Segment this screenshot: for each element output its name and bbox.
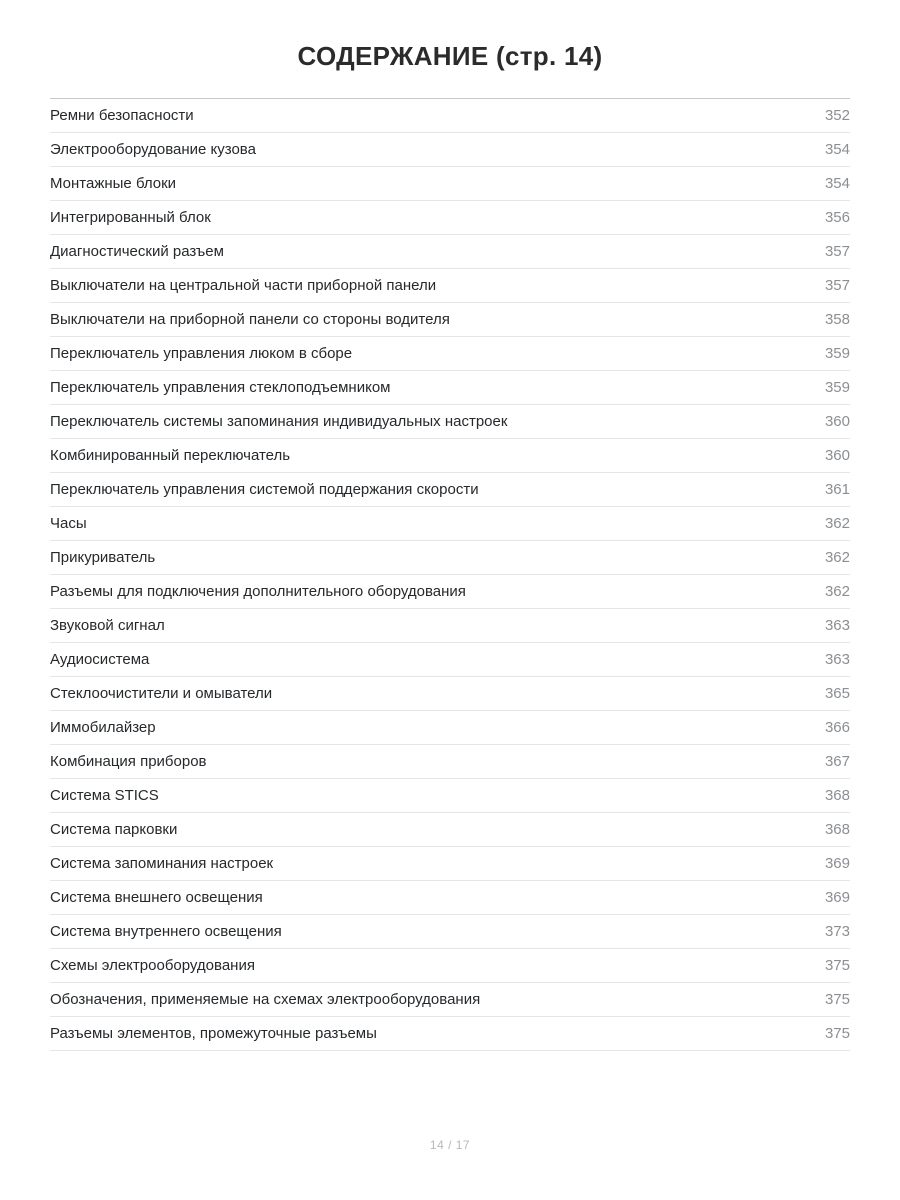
toc-entry-page-number: 362: [824, 582, 850, 600]
toc-entry-label: Разъемы для подключения дополнительного оборудования: [50, 582, 466, 600]
toc-entry-page-number: 375: [824, 956, 850, 974]
toc-entry[interactable]: [50, 643, 850, 677]
toc-entry-label: Схемы электрооборудования: [50, 956, 255, 974]
toc-entry-page-number: 362: [824, 548, 850, 566]
toc-entry-label: Выключатели на приборной панели со стороны водителя: [50, 310, 450, 328]
toc-entry[interactable]: [50, 371, 850, 405]
toc-entry[interactable]: [50, 507, 850, 541]
toc-entry-label: Часы: [50, 514, 87, 532]
toc-entry-label: Переключатель системы запоминания индивидуальных настроек: [50, 412, 508, 430]
page-footer: 14 / 17: [429, 1138, 471, 1152]
toc-entry-label: Система запоминания настроек: [50, 854, 274, 872]
toc-entry[interactable]: [50, 949, 850, 983]
toc-entry[interactable]: [50, 745, 850, 779]
toc-entry[interactable]: [50, 1017, 850, 1051]
toc-entry[interactable]: [50, 609, 850, 643]
toc-entry-label: Разъемы элементов, промежуточные разъемы: [50, 1024, 377, 1042]
toc-entry-page-number: 357: [824, 242, 850, 260]
toc-entry[interactable]: [50, 847, 850, 881]
toc-entry[interactable]: [50, 201, 850, 235]
toc-entry[interactable]: [50, 575, 850, 609]
toc-entry-page-number: 368: [824, 786, 850, 804]
toc-entry-label: Аудиосистема: [50, 650, 150, 668]
toc-entry[interactable]: [50, 439, 850, 473]
toc-entry-label: Звуковой сигнал: [50, 616, 165, 634]
table-of-contents: [50, 99, 850, 1051]
toc-entry-page-number: 369: [824, 854, 850, 872]
toc-entry-page-number: 375: [824, 1024, 850, 1042]
toc-entry-page-number: 375: [824, 990, 850, 1008]
toc-entry-label: Переключатель управления системой поддержания скорости: [50, 480, 479, 498]
toc-entry-label: Электрооборудование кузова: [50, 140, 256, 158]
toc-entry-label: Система внутреннего освещения: [50, 922, 282, 940]
toc-entry-page-number: 363: [824, 650, 850, 668]
toc-entry[interactable]: [50, 677, 850, 711]
toc-entry-page-number: 363: [824, 616, 850, 634]
toc-entry-page-number: 373: [824, 922, 850, 940]
toc-entry[interactable]: [50, 133, 850, 167]
toc-entry-page-number: 369: [824, 888, 850, 906]
toc-entry-page-number: 366: [824, 718, 850, 736]
toc-entry[interactable]: [50, 337, 850, 371]
toc-entry[interactable]: [50, 779, 850, 813]
toc-entry-page-number: 361: [824, 480, 850, 498]
toc-entry-label: Интегрированный блок: [50, 208, 211, 226]
toc-entry-label: Стеклоочистители и омыватели: [50, 684, 273, 702]
toc-entry-label: Монтажные блоки: [50, 174, 177, 192]
toc-entry[interactable]: [50, 711, 850, 745]
toc-entry-page-number: 354: [824, 174, 850, 192]
toc-entry-label: Переключатель управления стеклоподъемником: [50, 378, 391, 396]
toc-entry-label: Система STICS: [50, 786, 159, 804]
page-title: СОДЕРЖАНИЕ (стр. 14): [297, 41, 603, 71]
toc-entry-page-number: 360: [824, 412, 850, 430]
toc-entry[interactable]: [50, 473, 850, 507]
toc-entry-label: Система парковки: [50, 820, 178, 838]
toc-entry-label: Система внешнего освещения: [50, 888, 263, 906]
toc-entry-label: Иммобилайзер: [50, 718, 156, 736]
toc-entry[interactable]: [50, 881, 850, 915]
toc-entry-page-number: 359: [824, 378, 850, 396]
toc-entry-page-number: 357: [824, 276, 850, 294]
toc-entry-page-number: 356: [824, 208, 850, 226]
toc-entry[interactable]: [50, 303, 850, 337]
toc-entry-label: Переключатель управления люком в сборе: [50, 344, 353, 362]
toc-entry[interactable]: [50, 235, 850, 269]
toc-entry-page-number: 352: [824, 106, 850, 124]
toc-entry-label: Комбинированный переключатель: [50, 446, 291, 464]
toc-entry[interactable]: [50, 915, 850, 949]
toc-entry-label: Ремни безопасности: [50, 106, 194, 124]
toc-entry[interactable]: [50, 167, 850, 201]
toc-entry-page-number: 360: [824, 446, 850, 464]
toc-entry-page-number: 365: [824, 684, 850, 702]
toc-entry-label: Прикуриватель: [50, 548, 156, 566]
toc-entry[interactable]: [50, 541, 850, 575]
toc-entry-page-number: 362: [824, 514, 850, 532]
toc-entry[interactable]: [50, 813, 850, 847]
toc-entry[interactable]: [50, 269, 850, 303]
toc-entry-label: Комбинация приборов: [50, 752, 207, 770]
toc-entry[interactable]: [50, 983, 850, 1017]
toc-entry-label: Выключатели на центральной части приборной панели: [50, 276, 437, 294]
toc-entry-label: Обозначения, применяемые на схемах электрооборудования: [50, 990, 481, 1008]
toc-entry-page-number: 358: [824, 310, 850, 328]
toc-entry-page-number: 368: [824, 820, 850, 838]
toc-entry[interactable]: [50, 99, 850, 133]
toc-entry-page-number: 367: [824, 752, 850, 770]
toc-entry-page-number: 359: [824, 344, 850, 362]
toc-entry[interactable]: [50, 405, 850, 439]
toc-entry-label: Диагностический разъем: [50, 242, 224, 260]
toc-entry-page-number: 354: [824, 140, 850, 158]
